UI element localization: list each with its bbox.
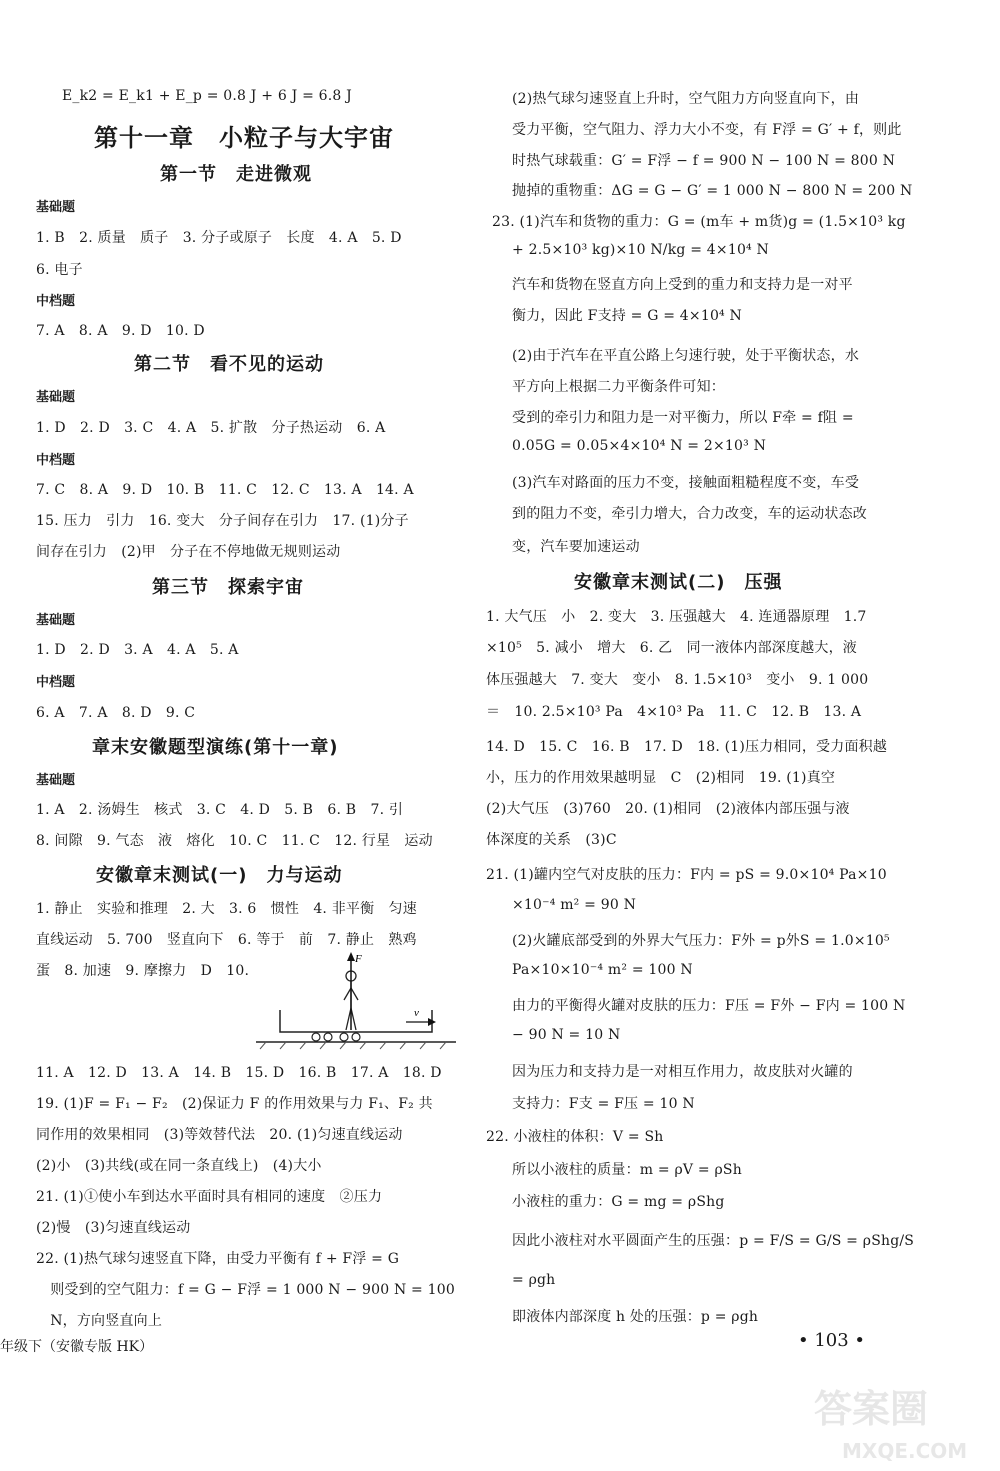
cart-wheel bbox=[324, 1033, 332, 1041]
force-arrowhead bbox=[347, 952, 355, 961]
answer-line: 0.05G = 0.05×4×10⁴ N = 2×10³ N bbox=[512, 438, 767, 454]
answer-line: 21. (1)罐内空气对皮肤的压力：F内 = pS = 9.0×10⁴ Pa×10 bbox=[486, 867, 887, 883]
top-formula: E_k2 = E_k1 + E_p = 0.8 J + 6 J = 6.8 J bbox=[62, 88, 352, 104]
answer-line: (2)热气球匀速竖直上升时，空气阻力方向竖直向下，由 bbox=[512, 91, 860, 107]
section-5-line: 1. 静止 实验和推理 2. 大 3. 6 惯性 4. 非平衡 匀速 bbox=[36, 901, 417, 917]
section-5-line: 直线运动 5. 700 竖直向下 6. 等于 前 7. 静止 熟鸡 bbox=[36, 932, 417, 948]
section-6-title: 安徽章末测试(二) 压强 bbox=[574, 572, 783, 593]
answer-line: (2)由于汽车在平直公路上匀速行驶，处于平衡状态，水 bbox=[512, 348, 860, 364]
answer-line: 时热气球载重：G′ = F浮 − f = 900 N − 100 N = 800 N bbox=[512, 153, 896, 169]
answer-line: 到的阻力不变，牵引力增大，合力改变，车的运动状态改 bbox=[512, 506, 867, 522]
section-3-mid-label: 中档题 bbox=[36, 675, 76, 690]
section-4-title: 章末安徽题型演练(第十一章) bbox=[92, 737, 339, 758]
cart-wheel bbox=[352, 1033, 360, 1041]
answer-line: + 2.5×10³ kg)×10 N/kg = 4×10⁴ N bbox=[512, 242, 769, 258]
answer-line: = ρgh bbox=[512, 1272, 556, 1288]
answer-line: 受到的牵引力和阻力是一对平衡力，所以 F牵 = f阻 = bbox=[512, 410, 854, 426]
section-1-title: 第一节 走进微观 bbox=[160, 164, 312, 185]
section-2-mid-line: 7. C 8. A 9. D 10. B 11. C 12. C 13. A 14. A bbox=[36, 482, 414, 498]
answer-line: 23. (1)汽车和货物的重力：G = (m车 + m货)g = (1.5×10³ kg bbox=[492, 214, 906, 230]
answer-line: Pa×10×10⁻⁴ m² = 100 N bbox=[512, 962, 693, 978]
section-5-line: 蛋 8. 加速 9. 摩擦力 D 10. bbox=[36, 963, 250, 979]
section-1-mid-label: 中档题 bbox=[36, 294, 76, 309]
section-5-line: N，方向竖直向上 bbox=[36, 1313, 163, 1329]
answer-line: 所以小液柱的质量：m = ρV = ρSh bbox=[512, 1162, 742, 1178]
answer-line: 体压强越大 7. 变大 变小 8. 1.5×10³ 变小 9. 1 000 bbox=[486, 672, 869, 688]
section-5-line: 则受到的空气阻力：f = G − F浮 = 1 000 N − 900 N = 100 bbox=[36, 1282, 455, 1298]
answer-line: 体深度的关系 (3)C bbox=[486, 832, 617, 848]
answer-line: 14. D 15. C 16. B 17. D 18. (1)压力相同，受力面积越 bbox=[486, 739, 888, 755]
answer-line: − 90 N = 10 N bbox=[512, 1027, 621, 1043]
section-1-basic-line: 6. 电子 bbox=[36, 262, 83, 278]
chapter-title: 第十一章 小粒子与大宇宙 bbox=[94, 124, 394, 152]
section-1-basic-line: 1. B 2. 质量 质子 3. 分子或原子 长度 4. A 5. D bbox=[36, 230, 402, 246]
answer-line: ×10⁻⁴ m² = 90 N bbox=[512, 897, 637, 913]
force-label: F bbox=[355, 953, 362, 965]
answer-line: (3)汽车对路面的压力不变，接触面粗糙程度不变，车受 bbox=[512, 475, 860, 491]
answer-line: 小液柱的重力：G = mg = ρShg bbox=[512, 1194, 725, 1210]
section-5-line: 19. (1)F = F₁ − F₂ (2)保证力 F 的作用效果与力 F₁、F₂ 共 bbox=[36, 1096, 433, 1112]
answer-line: 抛掉的重物重：ΔG = G − G′ = 1 000 N − 800 N = 200 N bbox=[512, 183, 913, 199]
answer-line: 即液体内部深度 h 处的压强：p = ρgh bbox=[512, 1309, 759, 1325]
answer-line: 22. 小液柱的体积：V = Sh bbox=[486, 1129, 664, 1145]
section-2-mid-line: 15. 压力 引力 16. 变大 分子间存在引力 17. (1)分子 bbox=[36, 513, 409, 529]
answer-line: 1. 大气压 小 2. 变大 3. 压强越大 4. 连通器原理 1.7 bbox=[486, 609, 867, 625]
section-5-line: 11. A 12. D 13. A 14. B 15. D 16. B 17. A 18. D bbox=[36, 1065, 442, 1081]
answer-line: 受力平衡，空气阻力、浮力大小不变，有 F浮 = G′ + f，则此 bbox=[512, 122, 902, 138]
section-5-line: 22. (1)热气球匀速竖直下降，由受力平衡有 f + F浮 = G bbox=[36, 1251, 400, 1267]
answer-line: 汽车和货物在竖直方向上受到的重力和支持力是一对平 bbox=[512, 277, 853, 293]
section-5-line: 同作用的效果相同 (3)等效替代法 20. (1)匀速直线运动 bbox=[36, 1127, 403, 1143]
section-1-mid-line: 7. A 8. A 9. D 10. D bbox=[36, 323, 205, 339]
section-1-basic-label: 基础题 bbox=[36, 200, 76, 215]
watermark-logo bbox=[808, 1378, 988, 1466]
answer-line: 由力的平衡得火罐对皮肤的压力：F压 = F外 − F内 = 100 N bbox=[512, 998, 906, 1014]
cart-figure bbox=[256, 950, 456, 1050]
answer-line: ×10⁵ 5. 减小 增大 6. 乙 同一液体内部深度越大，液 bbox=[486, 640, 857, 656]
ground-hatching bbox=[260, 1042, 446, 1049]
page-number: • 103 • bbox=[798, 1330, 866, 1351]
answer-line: 支持力：F支 = F压 = 10 N bbox=[512, 1096, 695, 1112]
page-footer: 年级下（安徽专版 HK） bbox=[0, 1339, 154, 1355]
answer-line: 因为压力和支持力是一对相互作用力，故皮肤对火罐的 bbox=[512, 1064, 853, 1080]
section-3-basic-line: 1. D 2. D 3. A 4. A 5. A bbox=[36, 642, 239, 658]
answer-line: 衡力，因此 F支持 = G = 4×10⁴ N bbox=[512, 308, 742, 324]
answer-line: 平方向上根据二力平衡条件可知： bbox=[512, 379, 725, 395]
answer-line: 小，压力的作用效果越明显 C (2)相同 19. (1)真空 bbox=[486, 770, 836, 786]
section-2-title: 第二节 看不见的运动 bbox=[134, 354, 324, 375]
cart-wheel bbox=[312, 1033, 320, 1041]
section-3-title: 第三节 探索宇宙 bbox=[152, 577, 304, 598]
velocity-label: v bbox=[414, 1007, 419, 1019]
answer-line: ＝ 10. 2.5×10³ Pa 4×10³ Pa 11. C 12. B 13. A bbox=[486, 704, 862, 720]
section-5-line: (2)小 (3)共线(或在同一条直线上) (4)大小 bbox=[36, 1158, 322, 1174]
section-2-mid-line: 间存在引力 (2)甲 分子在不停地做无规则运动 bbox=[36, 544, 341, 560]
section-2-mid-label: 中档题 bbox=[36, 453, 76, 468]
section-4-basic-line: 1. A 2. 汤姆生 核式 3. C 4. D 5. B 6. B 7. 引 bbox=[36, 802, 404, 818]
watermark-bottom-text: MXQE.COM bbox=[842, 1439, 968, 1463]
section-4-basic-line: 8. 间隙 9. 气态 液 熔化 10. C 11. C 12. 行星 运动 bbox=[36, 833, 433, 849]
section-5-title: 安徽章末测试(一) 力与运动 bbox=[96, 865, 343, 886]
watermark-top-text: 答案圈 bbox=[814, 1387, 929, 1431]
section-2-basic-label: 基础题 bbox=[36, 390, 76, 405]
answer-line: 因此小液柱对水平圆面产生的压强：p = F/S = G/S = ρShg/S bbox=[512, 1233, 915, 1249]
answer-line: (2)大气压 (3)760 20. (1)相同 (2)液体内部压强与液 bbox=[486, 801, 850, 817]
section-3-basic-label: 基础题 bbox=[36, 613, 76, 628]
section-5-line: (2)慢 (3)匀速直线运动 bbox=[36, 1220, 191, 1236]
section-4-basic-label: 基础题 bbox=[36, 773, 76, 788]
section-3-mid-line: 6. A 7. A 8. D 9. C bbox=[36, 705, 196, 721]
answer-line: 变，汽车要加速运动 bbox=[512, 539, 640, 555]
answer-line: (2)火罐底部受到的外界大气压力：F外 = p外S = 1.0×10⁵ bbox=[512, 933, 890, 949]
section-5-line: 21. (1)①使小车到达水平面时具有相同的速度 ②压力 bbox=[36, 1189, 383, 1205]
section-2-basic-line: 1. D 2. D 3. C 4. A 5. 扩散 分子热运动 6. A bbox=[36, 420, 386, 436]
watermark-graphic bbox=[808, 1378, 988, 1466]
cart-wheel bbox=[340, 1033, 348, 1041]
